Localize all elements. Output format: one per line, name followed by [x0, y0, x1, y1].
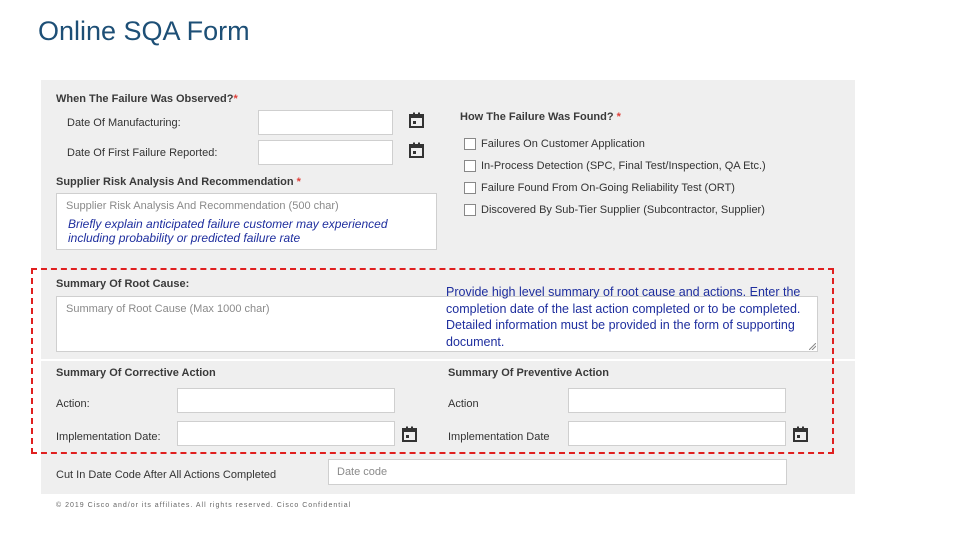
footer-copyright: © 2019 Cisco and/or its affiliates. All rights reserved. Cisco Confidential — [56, 502, 352, 509]
calendar-icon[interactable] — [409, 112, 424, 128]
option-sub-tier-supplier: Discovered By Sub-Tier Supplier (Subcontractor, Supplier) — [481, 204, 765, 216]
checkbox-reliability-test[interactable] — [464, 182, 476, 194]
risk-note-line2: including probability or predicted failure rate — [68, 231, 301, 245]
preventive-date-label: Implementation Date — [448, 431, 550, 443]
manufacturing-date-label: Date Of Manufacturing: — [67, 117, 181, 129]
corrective-heading: Summary Of Corrective Action — [56, 367, 216, 379]
root-cause-heading: Summary Of Root Cause: — [56, 278, 190, 290]
option-reliability-test: Failure Found From On-Going Reliability Test (ORT) — [481, 182, 735, 194]
found-heading — [460, 111, 621, 123]
highlight-box — [31, 268, 834, 454]
observed-heading-text: When The Failure Was Observed? — [56, 93, 234, 105]
first-failure-date-input[interactable] — [258, 140, 393, 165]
found-heading-text: How The Failure Was Found? — [460, 111, 614, 123]
page-title: Online SQA Form — [38, 16, 250, 46]
option-in-process-detection: In-Process Detection (SPC, Final Test/Inspection, QA Etc.) — [481, 160, 766, 172]
instruction-callout: Provide high level summary of root cause and actions. Enter the completion date of the last action completed or to be completed. Detailed information must be provided in the form of supporting document. — [446, 285, 801, 349]
observed-heading — [56, 93, 238, 105]
root-cause-textarea[interactable]: Summary of Root Cause (Max 1000 char) — [56, 296, 818, 352]
corrective-action-label: Action: — [56, 398, 90, 410]
preventive-action-label: Action — [448, 398, 479, 410]
cutin-label: Cut In Date Code After All Actions Completed — [56, 469, 277, 481]
preventive-heading: Summary Of Preventive Action — [448, 367, 609, 379]
option-customer-application: Failures On Customer Application — [481, 138, 645, 150]
checkbox-sub-tier-supplier[interactable] — [464, 204, 476, 216]
risk-note-line1: Briefly explain anticipated failure customer may experienced — [68, 217, 388, 231]
required-marker: * — [233, 93, 238, 105]
checkbox-customer-application[interactable] — [464, 138, 476, 150]
risk-heading-text: Supplier Risk Analysis And Recommendation — [56, 176, 294, 188]
risk-heading — [56, 176, 301, 188]
date-code-input[interactable]: Date code — [328, 459, 787, 485]
first-failure-label: Date Of First Failure Reported: — [67, 147, 218, 159]
corrective-date-label: Implementation Date: — [56, 431, 161, 443]
required-marker: * — [616, 111, 621, 123]
checkbox-in-process-detection[interactable] — [464, 160, 476, 172]
risk-analysis-textarea[interactable]: Supplier Risk Analysis And Recommendation (500 char) — [56, 193, 437, 250]
required-marker: * — [296, 176, 301, 188]
manufacturing-date-input[interactable] — [258, 110, 393, 135]
calendar-icon[interactable] — [409, 142, 424, 158]
